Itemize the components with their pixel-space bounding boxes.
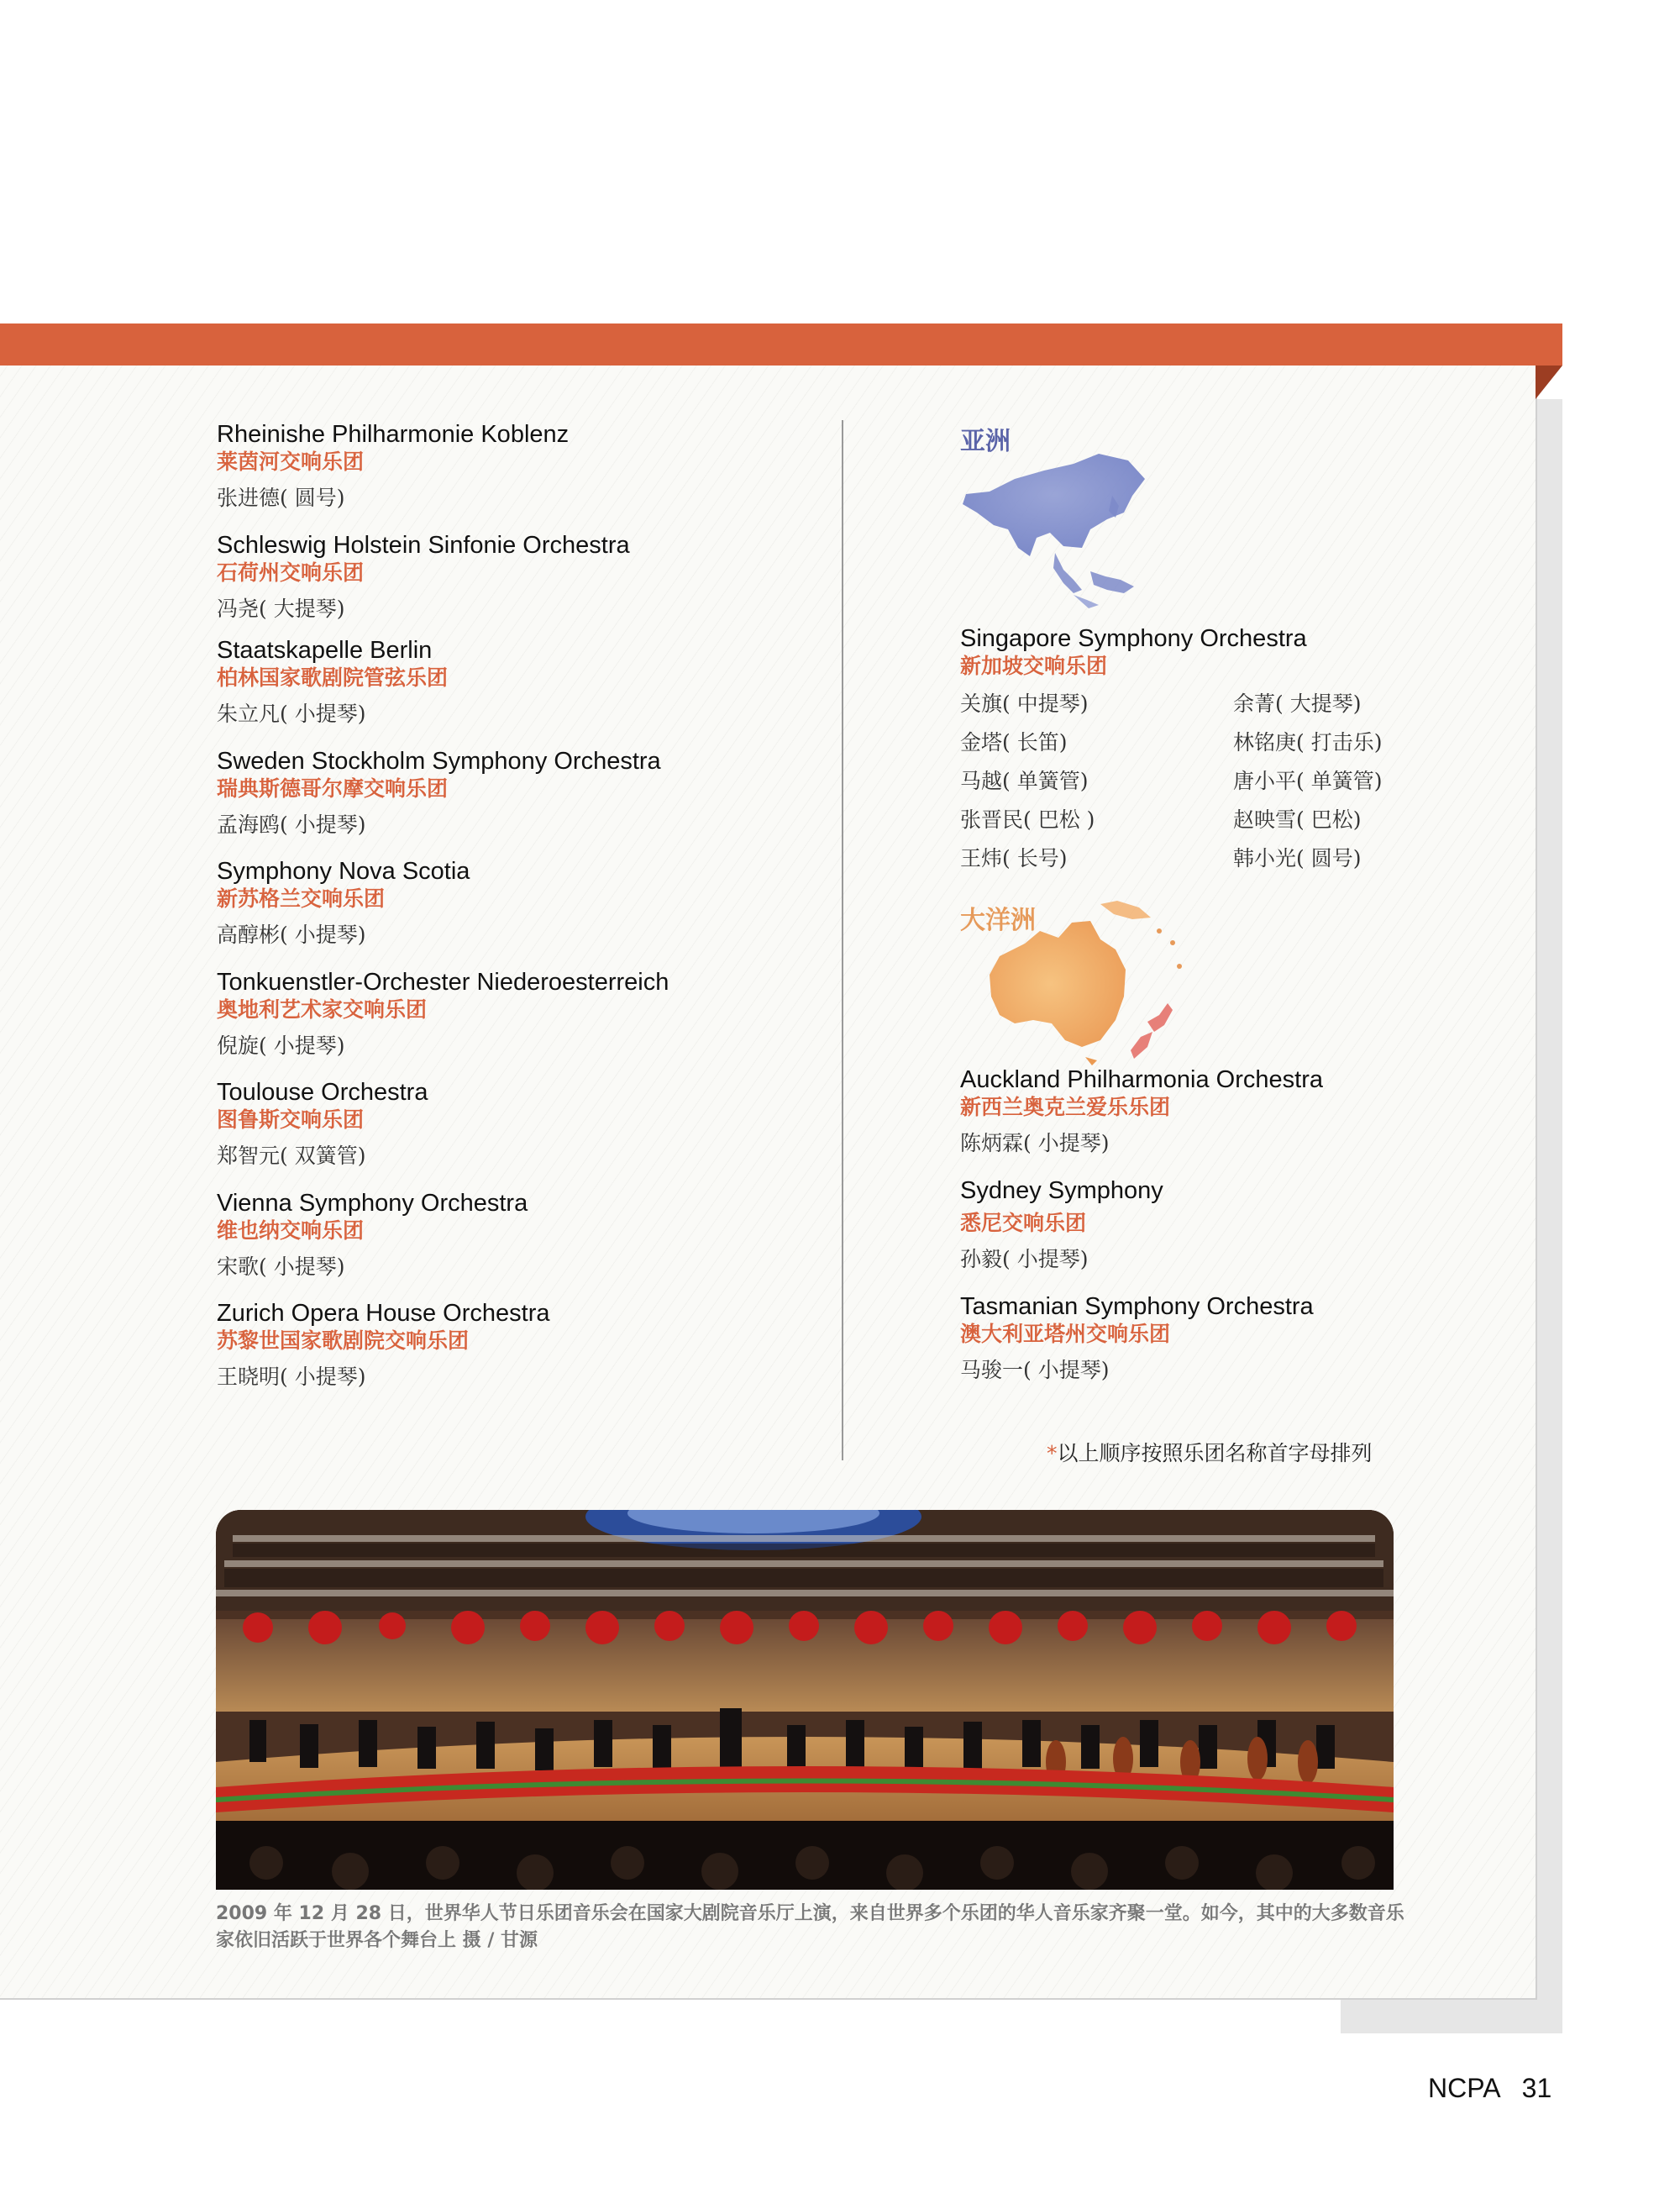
orchestra-entry bbox=[217, 747, 661, 838]
brand-label: NCPA bbox=[1428, 2073, 1499, 2103]
orchestra-name-en: Schleswig Holstein Sinfonie Orchestra bbox=[217, 532, 630, 559]
orchestra-name-en: Rheinishe Philharmonie Koblenz bbox=[217, 421, 570, 448]
orchestra-name-zh: 柏林国家歌剧院管弦乐团 bbox=[217, 665, 449, 690]
member-name: 赵映雪( 巴松) bbox=[1233, 807, 1362, 832]
oceania-map-icon bbox=[974, 897, 1193, 1065]
orchestra-name-en: Tasmanian Symphony Orchestra bbox=[960, 1293, 1314, 1320]
page-number: 31 bbox=[1521, 2073, 1552, 2103]
header-accent-bar bbox=[0, 323, 1562, 366]
member-name: 余菁( 大提琴) bbox=[1233, 692, 1362, 716]
member-name: 韩小光( 圆号) bbox=[1233, 846, 1362, 870]
page-shadow-right bbox=[1537, 399, 1562, 2033]
member-name: 马越( 单簧管) bbox=[960, 769, 1089, 793]
asterisk: * bbox=[1047, 1441, 1058, 1465]
member-name: 唐小平( 单簧管) bbox=[1233, 769, 1383, 793]
page-footer bbox=[1428, 2073, 1551, 2104]
member-name: 金塔( 长笛) bbox=[960, 730, 1068, 755]
member-name: 关旗( 中提琴) bbox=[960, 692, 1089, 716]
orchestra-name-en: Singapore Symphony Orchestra bbox=[960, 625, 1307, 652]
note-text: 以上顺序按照乐团名称首字母排列 bbox=[1057, 1441, 1373, 1465]
orchestra-name-en: Vienna Symphony Orchestra bbox=[217, 1190, 528, 1217]
orchestra-entry bbox=[960, 1176, 1163, 1272]
orchestra-entry bbox=[960, 1065, 1323, 1156]
concert-hall-image bbox=[216, 1510, 1394, 1890]
orchestra-name-en: Symphony Nova Scotia bbox=[217, 858, 470, 885]
orchestra-name-zh: 苏黎世国家歌剧院交响乐团 bbox=[217, 1328, 470, 1353]
orchestra-name-en: Staatskapelle Berlin bbox=[217, 637, 433, 664]
orchestra-name-en: Sweden Stockholm Symphony Orchestra bbox=[217, 748, 661, 775]
orchestra-name-en: Sydney Symphony bbox=[960, 1177, 1163, 1204]
orchestra-entry bbox=[960, 1292, 1314, 1383]
orchestra-name-zh: 莱茵河交响乐团 bbox=[217, 450, 365, 474]
orchestra-name-en: Zurich Opera House Orchestra bbox=[217, 1300, 550, 1327]
orchestra-entry bbox=[217, 1299, 549, 1390]
member-name: 王炜( 长号) bbox=[960, 846, 1068, 870]
orchestra-name-zh: 悉尼交响乐团 bbox=[960, 1211, 1087, 1235]
orchestra-name-en: Auckland Philharmonia Orchestra bbox=[960, 1066, 1323, 1093]
orchestra-entry bbox=[217, 857, 470, 948]
corner-fold bbox=[1536, 366, 1562, 399]
member-name: 张晋民( 巴松 ) bbox=[960, 807, 1095, 832]
member-name: 朱立凡( 小提琴) bbox=[217, 702, 366, 726]
orchestra-entry bbox=[217, 636, 448, 727]
orchestra-entry bbox=[960, 624, 1307, 680]
member-name: 林铭庚( 打击乐) bbox=[1233, 730, 1383, 755]
member-name: 郑智元( 双簧管) bbox=[217, 1144, 366, 1168]
member-name: 王晓明( 小提琴) bbox=[217, 1365, 366, 1389]
member-name: 高醇彬( 小提琴) bbox=[217, 923, 366, 947]
orchestra-name-zh: 奥地利艺术家交响乐团 bbox=[217, 997, 428, 1022]
orchestra-entry bbox=[217, 420, 569, 511]
orchestra-name-zh: 新西兰奥克兰爱乐乐团 bbox=[960, 1095, 1171, 1119]
member-name: 倪旋( 小提琴) bbox=[217, 1034, 345, 1058]
orchestra-name-en: Tonkuenstler-Orchester Niederoesterreich bbox=[217, 969, 669, 996]
asia-heading: 亚洲 bbox=[960, 427, 1011, 456]
ordering-note bbox=[1047, 1437, 1373, 1467]
member-name: 张进德( 圆号) bbox=[217, 486, 345, 510]
member-name: 宋歌( 小提琴) bbox=[217, 1254, 345, 1279]
member-name: 马骏一( 小提琴) bbox=[960, 1358, 1110, 1382]
member-name: 陈炳霖( 小提琴) bbox=[960, 1131, 1110, 1155]
member-name: 孟海鸥( 小提琴) bbox=[217, 813, 366, 837]
orchestra-name-zh: 石荷州交响乐团 bbox=[217, 560, 365, 585]
orchestra-name-zh: 澳大利亚塔州交响乐团 bbox=[960, 1322, 1171, 1346]
concert-photo bbox=[216, 1510, 1394, 1890]
orchestra-name-zh: 新苏格兰交响乐团 bbox=[217, 886, 386, 911]
asia-map-icon bbox=[956, 445, 1158, 613]
orchestra-name-zh: 瑞典斯德哥尔摩交响乐团 bbox=[217, 776, 449, 801]
member-name: 冯尧( 大提琴) bbox=[217, 597, 345, 621]
photo-caption: 2009 年 12 月 28 日，世界华人节日乐团音乐会在国家大剧院音乐厅上演，来自世界多个乐团的华人音乐家齐聚一堂。如今，其中的大多数音乐家依旧活跃于世界各个舞台上 摄 / 甘源 bbox=[216, 1903, 1404, 1951]
orchestra-name-zh: 维也纳交响乐团 bbox=[217, 1218, 365, 1243]
orchestra-entry bbox=[217, 968, 669, 1059]
orchestra-entry bbox=[217, 1189, 528, 1280]
orchestra-name-zh: 新加坡交响乐团 bbox=[960, 654, 1108, 678]
orchestra-name-zh: 图鲁斯交响乐团 bbox=[217, 1107, 365, 1132]
orchestra-entry bbox=[217, 1078, 428, 1169]
oceania-heading: 大洋洲 bbox=[960, 906, 1036, 935]
orchestra-name-en: Toulouse Orchestra bbox=[217, 1079, 428, 1106]
member-name: 孙毅( 小提琴) bbox=[960, 1247, 1089, 1271]
page-shadow-bottom bbox=[1341, 1998, 1562, 2033]
orchestra-entry bbox=[217, 531, 630, 622]
column-divider bbox=[842, 420, 843, 1460]
